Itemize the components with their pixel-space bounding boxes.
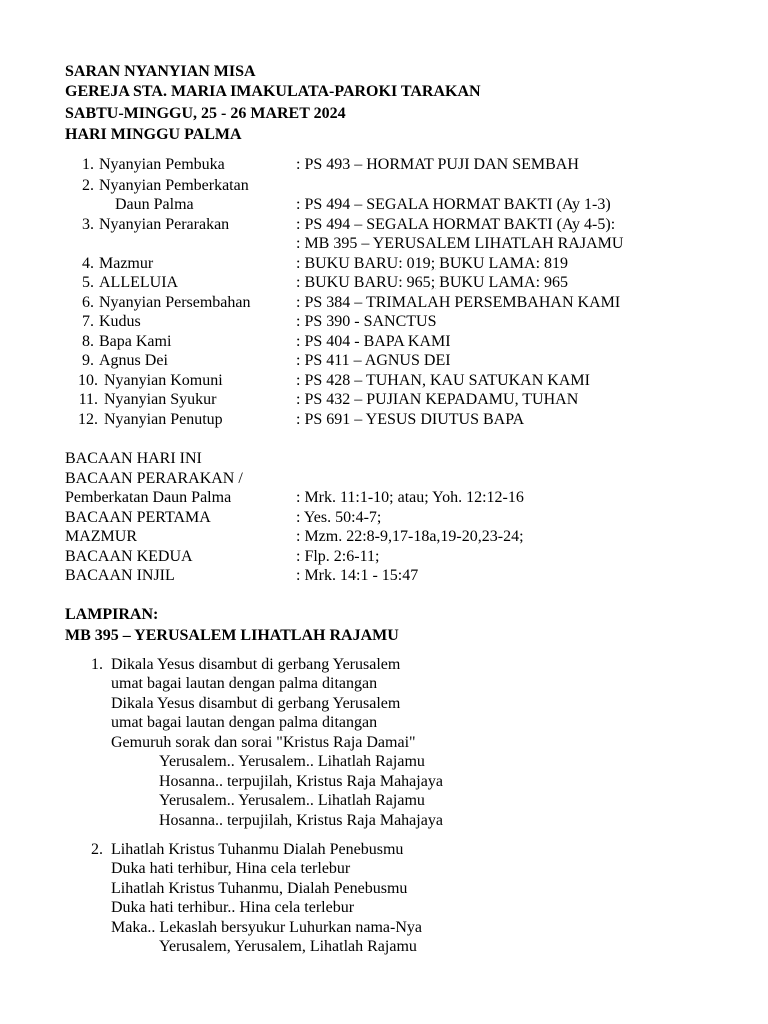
list-item-number: 10. xyxy=(78,372,98,389)
date-line: SABTU-MINGGU, 25 - 26 MARET 2024 xyxy=(65,105,346,122)
refrain-line: Yerusalem.. Yerusalem.. Lihatlah Rajamu xyxy=(159,792,425,809)
doc-title: SARAN NYANYIAN MISA xyxy=(65,63,256,80)
song-label: Nyanyian Pemberkatan xyxy=(99,177,249,194)
song-label: Nyanyian Syukur xyxy=(104,391,217,408)
song-value: : PS 428 – TUHAN, KAU SATUKAN KAMI xyxy=(296,372,590,389)
verse-line: Lihatlah Kristus Tuhanmu, Dialah Penebusmu xyxy=(111,880,408,897)
refrain-line: Yerusalem.. Yerusalem.. Lihatlah Rajamu xyxy=(159,753,425,770)
verse-number: 2. xyxy=(91,841,103,858)
list-item-number: 7. xyxy=(82,313,94,330)
song-value: : PS 691 – YESUS DIUTUS BAPA xyxy=(296,411,525,428)
refrain-line: Hosanna.. terpujilah, Kristus Raja Mahajaya xyxy=(159,773,443,790)
verse-line: Maka.. Lekaslah bersyukur Luhurkan nama-Nya xyxy=(111,919,422,936)
list-item-number: 5. xyxy=(82,274,94,291)
list-item-number: 9. xyxy=(82,352,94,369)
song-value: : PS 432 – PUJIAN KEPADAMU, TUHAN xyxy=(296,391,579,408)
song-label: ALLELUIA xyxy=(99,274,179,291)
song-label: Kudus xyxy=(99,313,141,330)
verse-line: Dikala Yesus disambut di gerbang Yerusalem xyxy=(111,695,401,712)
reading-value: : Mrk. 11:1-10; atau; Yoh. 12:12-16 xyxy=(296,489,524,506)
reading-value: : Yes. 50:4-7; xyxy=(296,509,382,526)
song-label: Nyanyian Pembuka xyxy=(99,156,225,173)
list-item-number: 11. xyxy=(78,391,98,408)
reading-value: : Mzm. 22:8-9,17-18a,19-20,23-24; xyxy=(296,528,524,545)
song-label-continued: Daun Palma xyxy=(115,196,194,213)
refrain-line: Yerusalem, Yerusalem, Lihatlah Rajamu xyxy=(159,938,417,955)
verse-line: umat bagai lautan dengan palma ditangan xyxy=(111,714,378,731)
list-item-number: 4. xyxy=(82,255,94,272)
song-label: Mazmur xyxy=(99,255,154,272)
reading-label: Pemberkatan Daun Palma xyxy=(65,489,232,506)
verse-line: Gemuruh sorak dan sorai "Kristus Raja Damai" xyxy=(111,734,416,751)
song-value: : PS 494 – SEGALA HORMAT BAKTI (Ay 1-3) xyxy=(296,196,611,213)
song-value: : PS 390 - SANCTUS xyxy=(296,313,437,330)
verse-line: Lihatlah Kristus Tuhanmu Dialah Penebusmu xyxy=(111,841,404,858)
song-label: Nyanyian Komuni xyxy=(104,372,223,389)
list-item-number: 12. xyxy=(78,411,98,428)
song-value: : PS 494 – SEGALA HORMAT BAKTI (Ay 4-5): xyxy=(296,216,616,233)
reading-label: MAZMUR xyxy=(65,528,138,545)
verse-line: Dikala Yesus disambut di gerbang Yerusalem xyxy=(111,656,401,673)
reading-label: BACAAN KEDUA xyxy=(65,548,193,565)
list-item-number: 3. xyxy=(82,216,94,233)
song-label: Nyanyian Persembahan xyxy=(99,294,251,311)
list-item-number: 1. xyxy=(82,156,94,173)
song-value: : BUKU BARU: 965; BUKU LAMA: 965 xyxy=(296,274,569,291)
verse-line: Duka hati terhibur.. Hina cela terlebur xyxy=(111,899,355,916)
song-value: : PS 411 – AGNUS DEI xyxy=(296,352,451,369)
song-value: : PS 384 – TRIMALAH PERSEMBAHAN KAMI xyxy=(296,294,621,311)
song-label: Nyanyian Penutup xyxy=(104,411,223,428)
readings-heading: BACAAN HARI INI xyxy=(65,450,202,467)
reading-value: : Mrk. 14:1 - 15:47 xyxy=(296,567,419,584)
list-item-number: 6. xyxy=(82,294,94,311)
reading-label: BACAAN PERARAKAN / xyxy=(65,470,243,487)
verse-line: umat bagai lautan dengan palma ditangan xyxy=(111,675,378,692)
church-name: GEREJA STA. MARIA IMAKULATA-PAROKI TARAKAN xyxy=(65,83,481,100)
verse-line: Duka hati terhibur, Hina cela terlebur xyxy=(111,860,351,877)
reading-value: : Flp. 2:6-11; xyxy=(296,548,380,565)
list-item-number: 8. xyxy=(82,333,94,350)
song-label: Agnus Dei xyxy=(99,352,168,369)
song-value: : PS 404 - BAPA KAMI xyxy=(296,333,451,350)
song-label: Bapa Kami xyxy=(99,333,172,350)
verse-number: 1. xyxy=(91,656,103,673)
refrain-line: Hosanna.. terpujilah, Kristus Raja Mahajaya xyxy=(159,812,443,829)
reading-label: BACAAN PERTAMA xyxy=(65,509,211,526)
song-value-continued: : MB 395 – YERUSALEM LIHATLAH RAJAMU xyxy=(296,235,624,252)
appendix-heading: LAMPIRAN: xyxy=(65,606,159,623)
reading-label: BACAAN INJIL xyxy=(65,567,175,584)
occasion-line: HARI MINGGU PALMA xyxy=(65,126,242,143)
appendix-song-title: MB 395 – YERUSALEM LIHATLAH RAJAMU xyxy=(65,627,399,644)
song-value: : PS 493 – HORMAT PUJI DAN SEMBAH xyxy=(296,156,579,173)
song-value: : BUKU BARU: 019; BUKU LAMA: 819 xyxy=(296,255,569,272)
list-item-number: 2. xyxy=(82,177,94,194)
song-label: Nyanyian Perarakan xyxy=(99,216,230,233)
